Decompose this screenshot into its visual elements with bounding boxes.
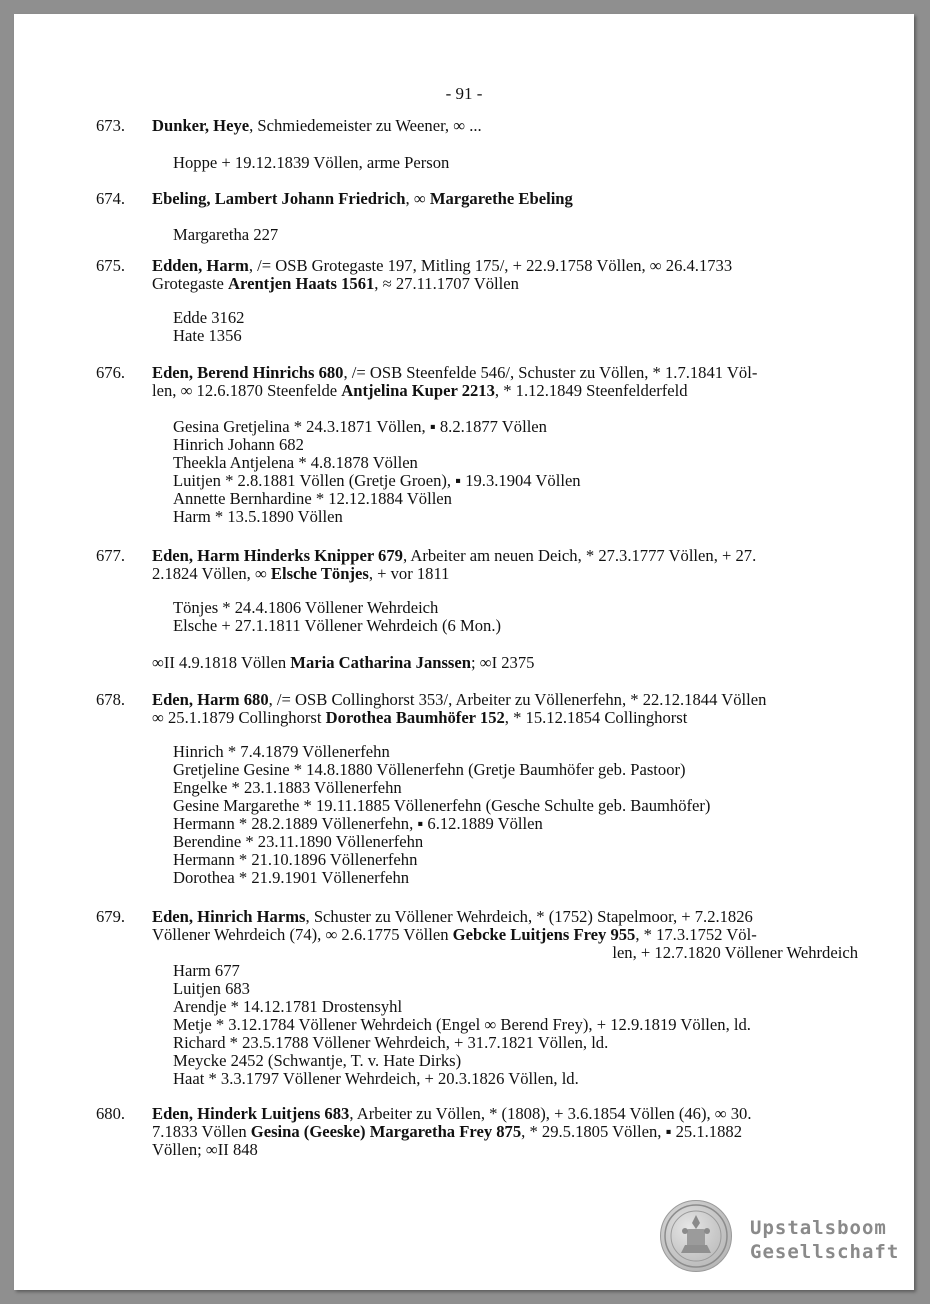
text-run: , * 15.12.1854 Collinghorst xyxy=(504,708,688,727)
child-line: Arendje * 14.12.1781 Drostensyhl xyxy=(173,997,403,1016)
entry-heading xyxy=(152,190,858,208)
child-line: Margaretha 227 xyxy=(173,225,279,244)
heading-line xyxy=(152,709,858,727)
entry-heading xyxy=(152,691,858,727)
entry-heading xyxy=(152,547,858,583)
brand-line-1: Upstalsboom xyxy=(750,1217,887,1239)
child-line: Meycke 2452 (Schwantje, T. v. Hate Dirks) xyxy=(173,1051,462,1070)
entry-heading xyxy=(152,117,858,135)
entry-number: 680. xyxy=(96,1104,126,1123)
child-line: Gesina Gretjelina * 24.3.1871 Völlen, ▪ 8.2.1877 Völlen xyxy=(173,417,547,436)
text-run: len, ∞ 12.6.1870 Steenfelde xyxy=(152,381,342,400)
heading-line xyxy=(152,691,858,709)
bold-name-run: Antjelina Kuper 2213 xyxy=(341,381,495,400)
bold-name-run: Dorothea Baumhöfer 152 xyxy=(325,708,505,727)
heading-line xyxy=(152,908,858,926)
text-run: , ≈ 27.11.1707 Völlen xyxy=(374,274,519,293)
child-line: Hinrich * 7.4.1879 Völlenerfehn xyxy=(173,742,390,761)
seal-emblem-icon xyxy=(661,1201,731,1271)
text-run: 2.1824 Völlen, ∞ xyxy=(152,564,271,583)
heading-line xyxy=(152,117,858,135)
child-line: Hermann * 28.2.1889 Völlenerfehn, ▪ 6.12.1889 Völlen xyxy=(173,814,543,833)
text-run: len, + 12.7.1820 Völlener Wehrdeich xyxy=(612,943,858,962)
children-list xyxy=(173,418,581,526)
text-run: , Arbeiter zu Völlen, * (1808), + 3.6.1854 Völlen (46), ∞ 30. xyxy=(349,1104,752,1123)
child-line: Theekla Antjelena * 4.8.1878 Völlen xyxy=(173,453,418,472)
child-line: Hinrich Johann 682 xyxy=(173,435,304,454)
text-run: , /= OSB Collinghorst 353/, Arbeiter zu Völlenerfehn, * 22.12.1844 Völlen xyxy=(268,690,767,709)
child-line: Gretjeline Gesine * 14.8.1880 Völlenerfehn (Gretje Baumhöfer geb. Pastoor) xyxy=(173,760,686,779)
society-wordmark xyxy=(750,1216,899,1264)
bold-name-run: Eden, Harm 680 xyxy=(152,690,269,709)
bold-name-run: Eden, Hinrich Harms xyxy=(152,907,306,926)
child-line: Richard * 23.5.1788 Völlener Wehrdeich, + 31.7.1821 Völlen, ld. xyxy=(173,1033,609,1052)
child-line: Tönjes * 24.4.1806 Völlener Wehrdeich xyxy=(173,598,439,617)
second-marriage-line xyxy=(152,654,534,672)
heading-line xyxy=(152,944,858,962)
text-run: , * 29.5.1805 Völlen, ▪ 25.1.1882 xyxy=(521,1122,742,1141)
bold-name-run: Maria Catharina Janssen xyxy=(290,653,471,672)
entry-number: 677. xyxy=(96,546,126,565)
child-line: Luitjen * 2.8.1881 Völlen (Gretje Groen), ▪ 19.3.1904 Völlen xyxy=(173,471,581,490)
document-page xyxy=(14,14,914,1290)
heading-line xyxy=(152,364,858,382)
heading-line xyxy=(152,565,858,583)
brand-line-2: Gesellschaft xyxy=(750,1241,900,1263)
heading-line xyxy=(152,382,858,400)
child-line: Annette Bernhardine * 12.12.1884 Völlen xyxy=(173,489,452,508)
child-line: Edde 3162 xyxy=(173,308,245,327)
text-run: ∞ 25.1.1879 Collinghorst xyxy=(152,708,326,727)
child-line: Engelke * 23.1.1883 Völlenerfehn xyxy=(173,778,402,797)
heading-line xyxy=(152,257,858,275)
child-line: Dorothea * 21.9.1901 Völlenerfehn xyxy=(173,868,410,887)
entry-number: 673. xyxy=(96,116,126,135)
child-line: Haat * 3.3.1797 Völlener Wehrdeich, + 20.3.1826 Völlen, ld. xyxy=(173,1069,579,1088)
entry-number: 679. xyxy=(96,907,126,926)
bold-name-run: Eden, Hinderk Luitjens 683 xyxy=(152,1104,350,1123)
child-line: Gesine Margarethe * 19.11.1885 Völlenerfehn (Gesche Schulte geb. Baumhöfer) xyxy=(173,796,711,815)
entry-number: 678. xyxy=(96,690,126,709)
children-list xyxy=(173,743,710,887)
child-line: Hate 1356 xyxy=(173,326,242,345)
text-run: , Arbeiter am neuen Deich, * 27.3.1777 Völlen, + 27. xyxy=(402,546,757,565)
text-run: , * 1.12.1849 Steenfelderfeld xyxy=(494,381,688,400)
entry-heading xyxy=(152,1105,858,1159)
child-line: Hoppe + 19.12.1839 Völlen, arme Person xyxy=(173,153,450,172)
bold-name-run: Ebeling, Lambert Johann Friedrich xyxy=(152,189,406,208)
child-line: Elsche + 27.1.1811 Völlener Wehrdeich (6 Mon.) xyxy=(173,616,501,635)
heading-line xyxy=(152,1105,858,1123)
bold-name-run: Eden, Harm Hinderks Knipper 679 xyxy=(152,546,403,565)
text-run: , Schmiedemeister zu Weener, ∞ ... xyxy=(249,116,482,135)
text-run: ∞II 4.9.1818 Völlen xyxy=(152,653,291,672)
text-run: , /= OSB Steenfelde 546/, Schuster zu Völlen, * 1.7.1841 Völ- xyxy=(343,363,758,382)
page-number: - 91 - xyxy=(445,84,483,103)
text-run: , * 17.3.1752 Völ- xyxy=(635,925,757,944)
child-line: Harm * 13.5.1890 Völlen xyxy=(173,507,343,526)
bold-name-run: Gebcke Luitjens Frey 955 xyxy=(452,925,636,944)
children-list xyxy=(173,599,501,635)
bold-name-run: Gesina (Geeske) Margaretha Frey 875 xyxy=(250,1122,522,1141)
entry-number: 675. xyxy=(96,256,126,275)
bold-name-run: Elsche Tönjes xyxy=(270,564,369,583)
child-line: Harm 677 xyxy=(173,961,240,980)
bold-name-run: Dunker, Heye xyxy=(152,116,250,135)
heading-line xyxy=(152,1123,858,1141)
child-line: Hermann * 21.10.1896 Völlenerfehn xyxy=(173,850,418,869)
text-run: Grotegaste xyxy=(152,274,229,293)
child-line: Metje * 3.12.1784 Völlener Wehrdeich (Engel ∞ Berend Frey), + 12.9.1819 Völlen, ld. xyxy=(173,1015,751,1034)
heading-line xyxy=(152,926,858,944)
text-run: 7.1833 Völlen xyxy=(152,1122,251,1141)
entry-number: 674. xyxy=(96,189,126,208)
entry-heading xyxy=(152,908,858,962)
society-seal-logo xyxy=(660,1200,732,1272)
bold-name-run: Edden, Harm xyxy=(152,256,249,275)
text-run: Völlen; ∞II 848 xyxy=(152,1140,258,1159)
heading-line xyxy=(152,190,858,208)
child-line: Berendine * 23.11.1890 Völlenerfehn xyxy=(173,832,424,851)
bold-name-run: Arentjen Haats 1561 xyxy=(228,274,375,293)
child-line: Luitjen 683 xyxy=(173,979,250,998)
children-list xyxy=(173,226,278,244)
heading-line xyxy=(152,275,858,293)
entry-heading xyxy=(152,364,858,400)
entry-heading xyxy=(152,257,858,293)
bold-name-run: Eden, Berend Hinrichs 680 xyxy=(152,363,344,382)
heading-line xyxy=(152,1141,858,1159)
text-run: , /= OSB Grotegaste 197, Mitling 175/, + 22.9.1758 Völlen, ∞ 26.4.1733 xyxy=(248,256,733,275)
text-run: , Schuster zu Völlener Wehrdeich, * (1752) Stapelmoor, + 7.2.1826 xyxy=(305,907,753,926)
text-run: , ∞ xyxy=(405,189,430,208)
children-list xyxy=(173,962,751,1088)
children-list xyxy=(173,309,244,345)
children-list xyxy=(173,154,449,172)
entry-number: 676. xyxy=(96,363,126,382)
text-run: Völlener Wehrdeich (74), ∞ 2.6.1775 Völlen xyxy=(152,925,453,944)
text-run: , + vor 1811 xyxy=(368,564,450,583)
bold-name-run: Margarethe Ebeling xyxy=(429,189,573,208)
text-run: ; ∞I 2375 xyxy=(470,653,535,672)
heading-line xyxy=(152,547,858,565)
